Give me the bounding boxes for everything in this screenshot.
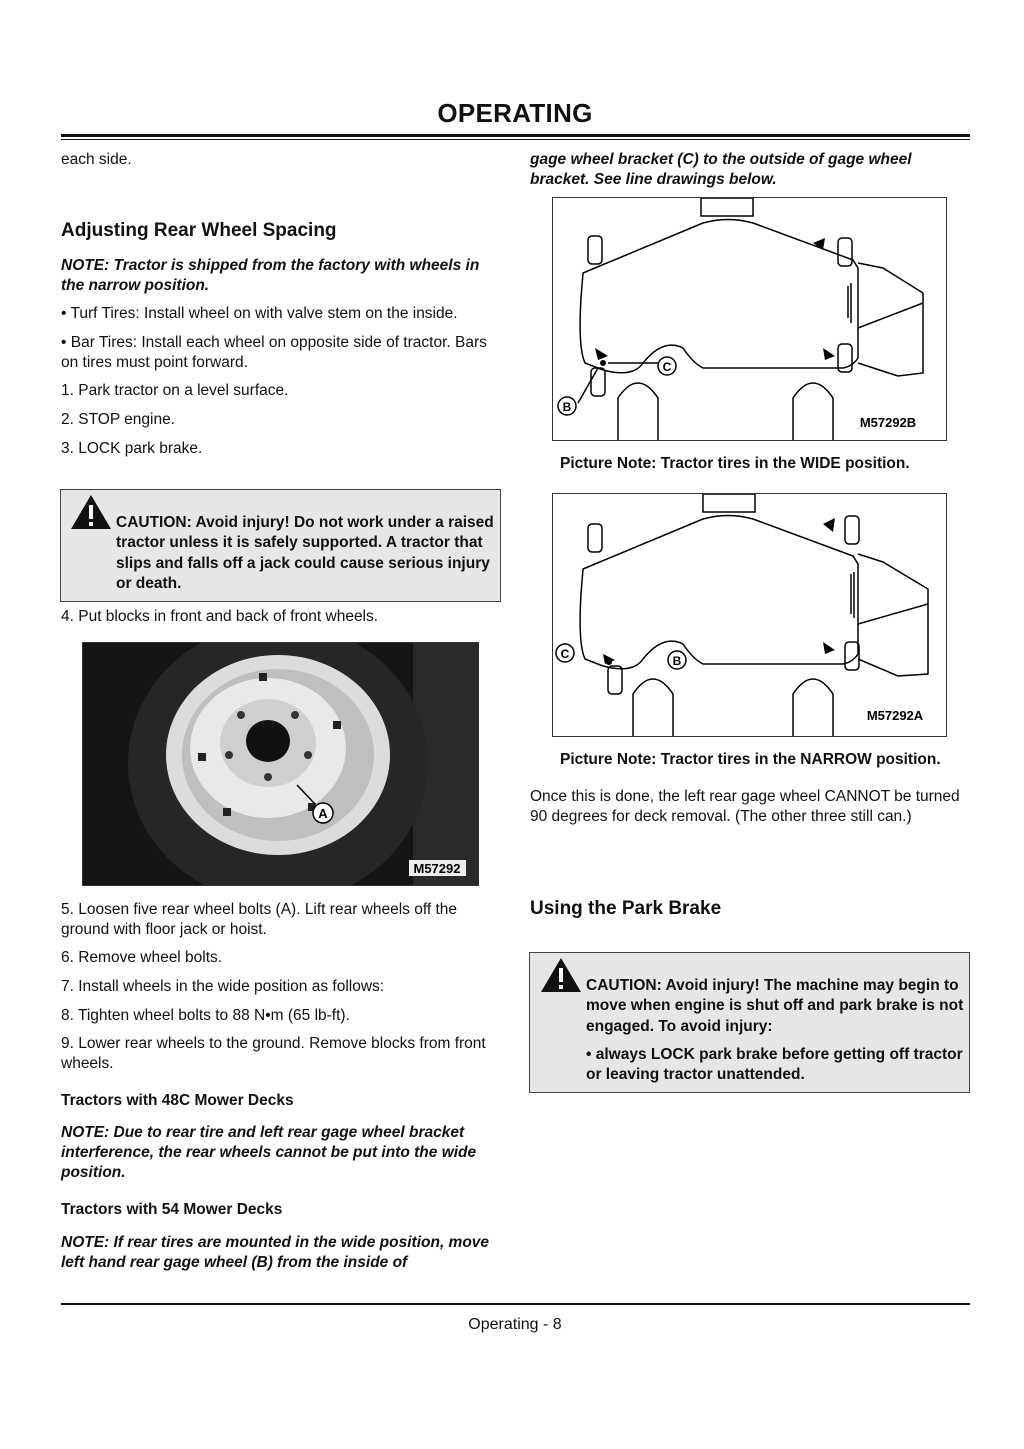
- photo-label-a: A: [318, 806, 328, 821]
- step-5: 5. Loosen five rear wheel bolts (A). Lift rear wheels off the ground with floor jack or hoist.: [61, 901, 458, 938]
- caution-box-park-brake: [529, 952, 970, 1093]
- footer-rule: [61, 1303, 970, 1305]
- deck-drawing-wide: [553, 198, 947, 441]
- note-factory: NOTE: Tractor is shipped from the factory with wheels in the narrow position.: [61, 257, 480, 294]
- note-continued: gage wheel bracket (C) to the outside of gage wheel bracket. See line drawings below.: [530, 151, 912, 188]
- fig1-label-b: B: [562, 400, 572, 414]
- bullet-bar: • Bar Tires: Install each wheel on opposite side of tractor. Bars on tires must point forward.: [61, 334, 487, 371]
- fig2-code: M57292A: [866, 708, 924, 723]
- fig2-label-b: B: [672, 654, 682, 668]
- figure-narrow-position: [552, 493, 947, 737]
- step-9: 9. Lower rear wheels to the ground. Remove blocks from front wheels.: [61, 1035, 486, 1072]
- step-2: 2. STOP engine.: [61, 411, 176, 428]
- deck-removal-paragraph: Once this is done, the left rear gage wheel CANNOT be turned 90 degrees for deck removal. (The other three still can.): [530, 788, 960, 825]
- caution-text-park-brake: CAUTION: Avoid injury! The machine may begin to move when engine is shut off and park brake is not engaged. To avoid injury:: [586, 977, 964, 1035]
- fig1-code: M57292B: [859, 415, 917, 430]
- figure-wide-position: [552, 197, 947, 441]
- subheading-54: Tractors with 54 Mower Decks: [61, 1201, 283, 1218]
- note-48c: NOTE: Due to rear tire and left rear gage wheel bracket interference, the rear wheels cannot be put into the wide position.: [61, 1124, 477, 1181]
- subheading-48c: Tractors with 48C Mower Decks: [61, 1092, 294, 1109]
- step-8: 8. Tighten wheel bolts to 88 N•m (65 lb-ft).: [61, 1007, 350, 1024]
- section-heading-park-brake: Using the Park Brake: [530, 898, 722, 919]
- caution-text-jack: CAUTION: Avoid injury! Do not work under a raised tractor unless it is safely supported. A tractor that slips and falls off a jack could cause serious injury or death.: [116, 514, 494, 592]
- caption-wide: Picture Note: Tractor tires in the WIDE position.: [560, 455, 910, 472]
- caution-box-jack: [60, 489, 501, 602]
- header-rule: [61, 134, 970, 137]
- fig2-label-c: C: [560, 647, 570, 661]
- warning-triangle-icon: [70, 494, 112, 530]
- fig1-label-c: C: [662, 360, 672, 374]
- header-rule-thin: [61, 139, 970, 140]
- step-1: 1. Park tractor on a level surface.: [61, 382, 289, 399]
- step-4: 4. Put blocks in front and back of front wheels.: [61, 608, 379, 625]
- step-6: 6. Remove wheel bolts.: [61, 949, 223, 966]
- section-heading-rear-wheel: Adjusting Rear Wheel Spacing: [61, 220, 337, 241]
- caution-bullet-lock-brake: • always LOCK park brake before getting off tractor or leaving tractor unattended.: [586, 1046, 963, 1084]
- bullet-turf: • Turf Tires: Install wheel on with valve stem on the inside.: [61, 305, 458, 322]
- note-54: NOTE: If rear tires are mounted in the wide position, move left hand rear gage wheel (B) from the inside of: [61, 1234, 490, 1271]
- step-7: 7. Install wheels in the wide position as follows:: [61, 978, 385, 995]
- deck-drawing-narrow: [553, 494, 947, 737]
- wheel-photo: [82, 642, 479, 886]
- page-title: OPERATING: [437, 98, 593, 128]
- step-3: 3. LOCK park brake.: [61, 440, 203, 457]
- photo-code: M57292: [413, 861, 461, 876]
- caption-narrow: Picture Note: Tractor tires in the NARROW position.: [560, 751, 941, 768]
- wheel-illustration: [83, 643, 479, 886]
- intro-text: each side.: [61, 151, 132, 168]
- warning-triangle-icon: [540, 957, 582, 993]
- page-number: Operating - 8: [468, 1316, 562, 1333]
